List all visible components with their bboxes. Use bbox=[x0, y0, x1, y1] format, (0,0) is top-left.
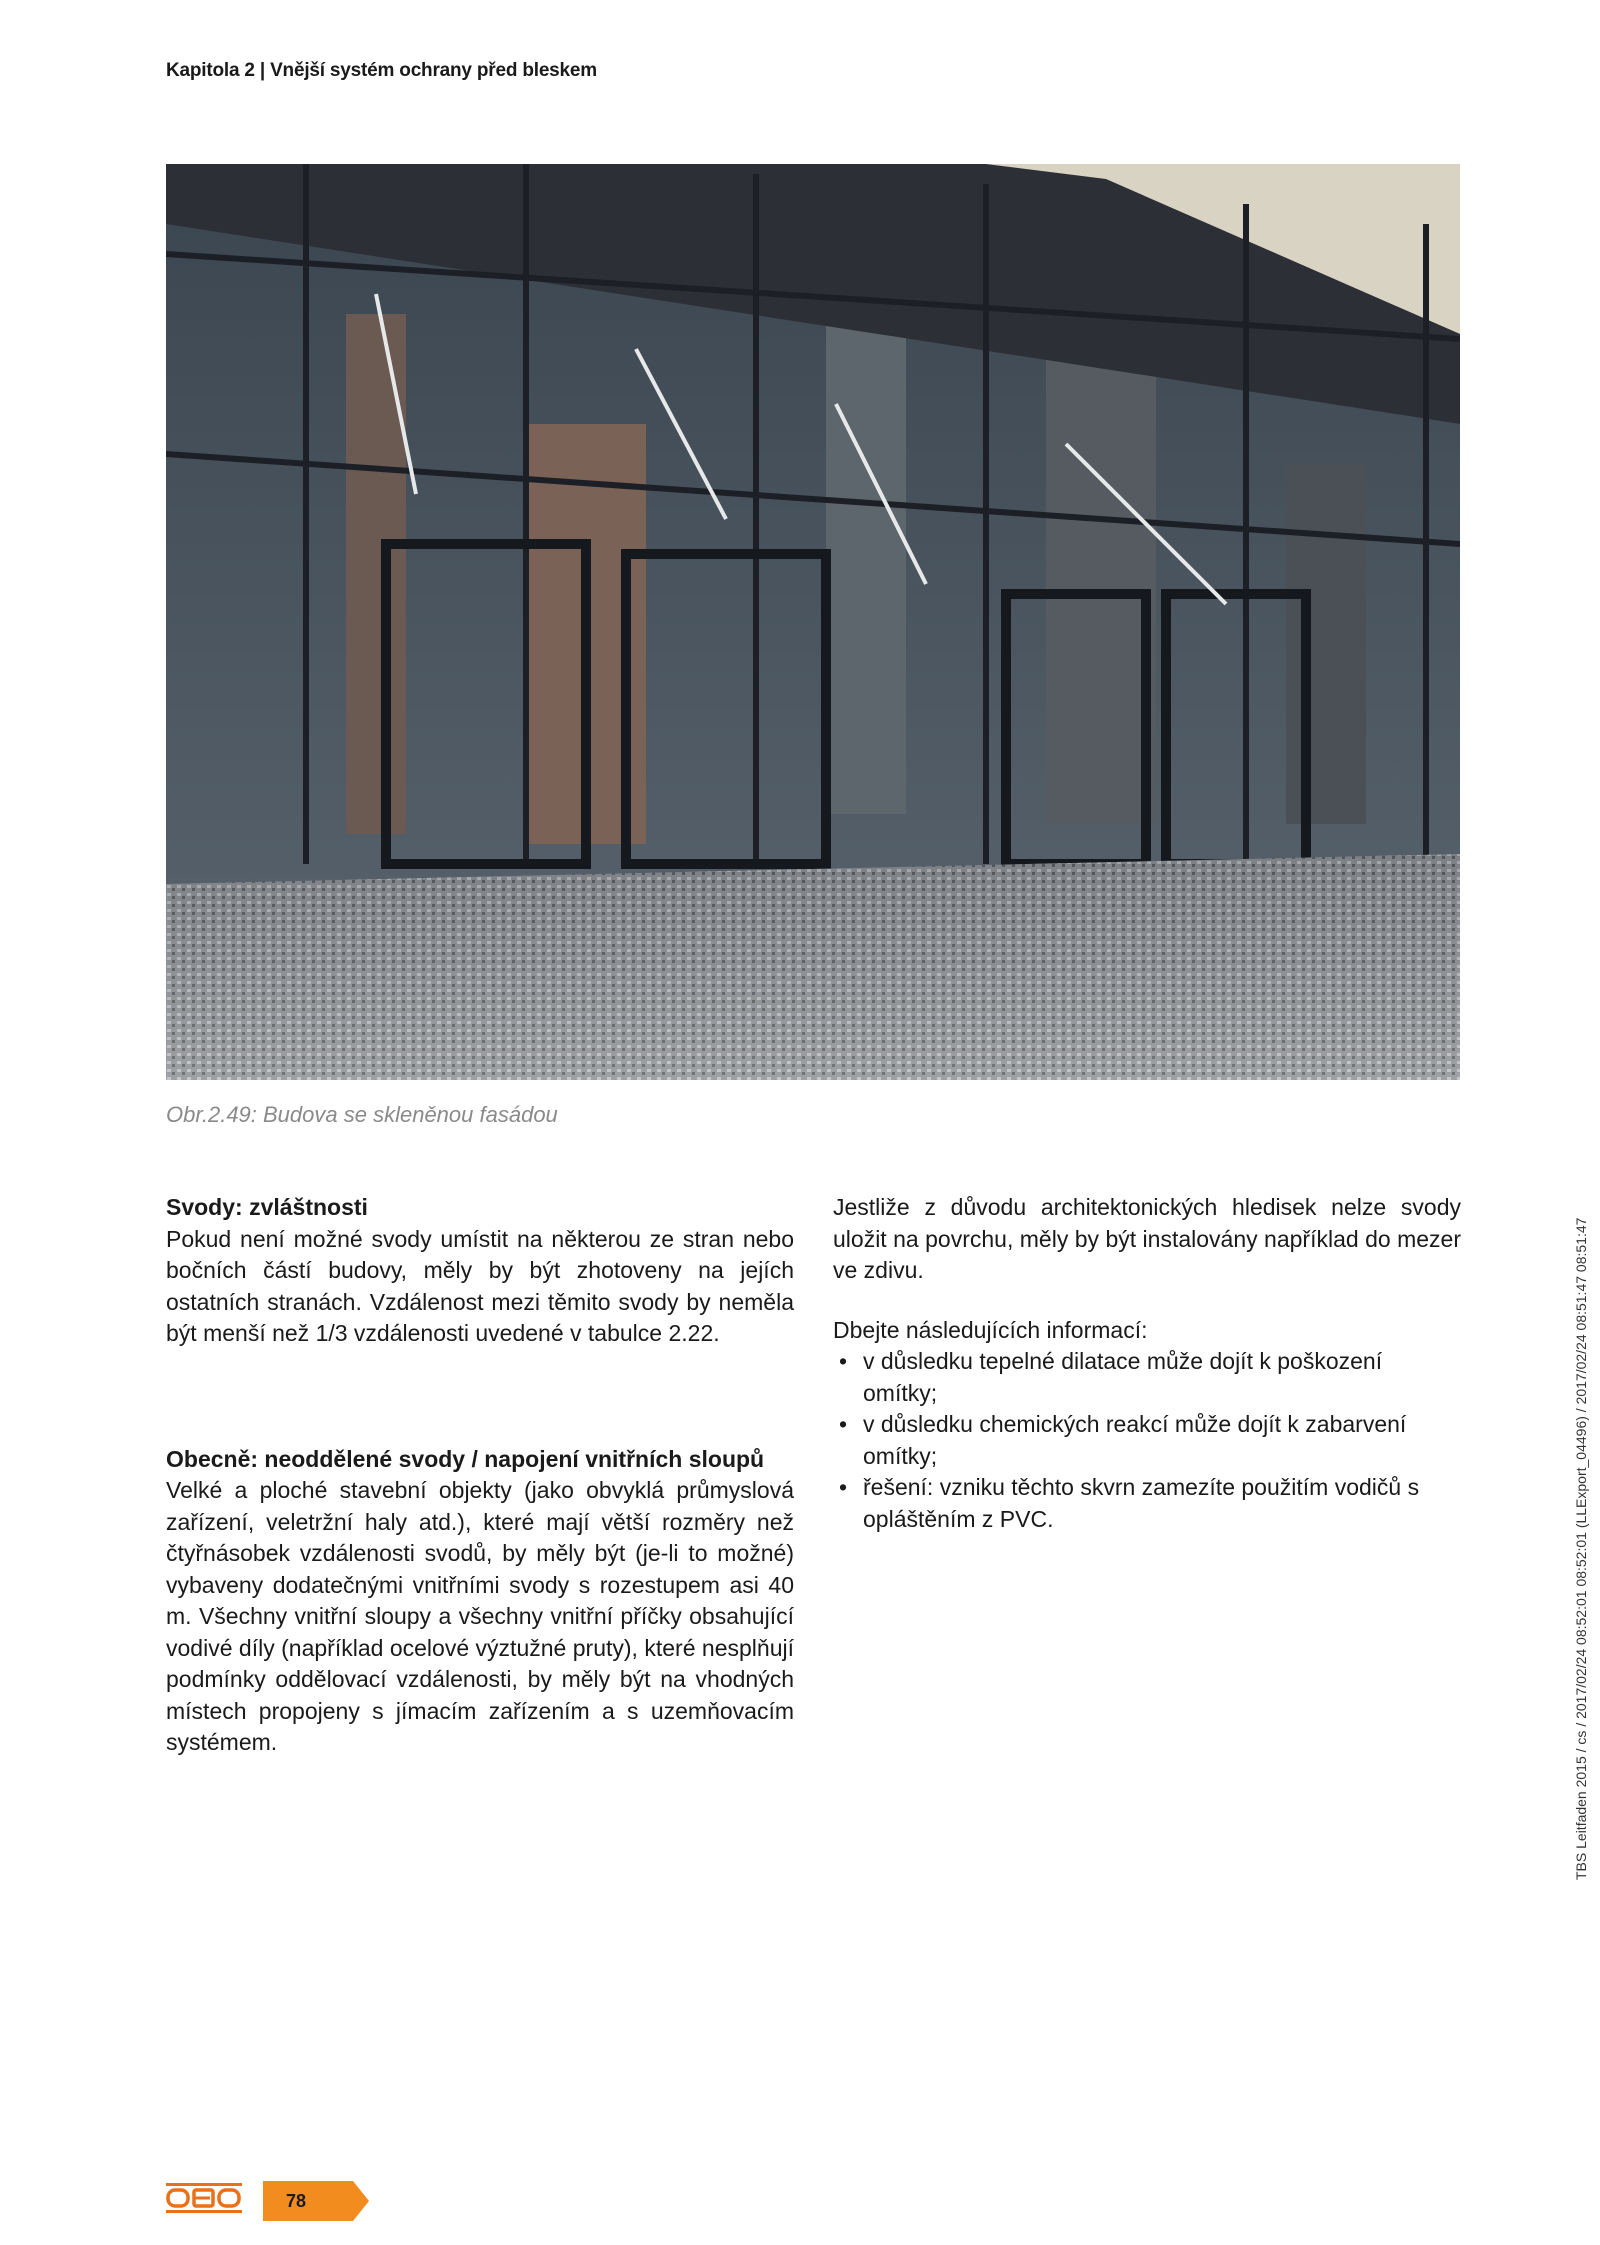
list-item: • řešení: vzniku těchto skvrn zamezíte použitím vodičů s opláštěním z PVC. bbox=[833, 1472, 1461, 1535]
intro-paragraph: Jestliže z důvodu architektonických hledisek nelze svody uložit na povrchu, měly by být instalovány například do mezer ve zdivu. bbox=[833, 1194, 1461, 1283]
chapter-header: Kapitola 2 | Vnější systém ochrany před bleskem bbox=[166, 60, 597, 81]
figure-caption: Obr.2.49: Budova se skleněnou fasádou bbox=[166, 1102, 558, 1127]
glass-facade-photo bbox=[166, 164, 1460, 1080]
obo-logo bbox=[166, 2183, 242, 2218]
document-metadata-sidebar: TBS Leitfaden 2015 / cs / 2017/02/24 08:52:01 08:52:01 (LLExport_04496) / 2017/02/24 08:51:47 08:51:47 bbox=[1573, 1217, 1589, 1880]
section-heading: Obecně: neoddělené svody / napojení vnitřních sloupů bbox=[166, 1445, 765, 1472]
list-item: • v důsledku tepelné dilatace může dojít k poškození omítky; bbox=[833, 1346, 1461, 1409]
section-heading: Svody: zvláštnosti bbox=[166, 1194, 368, 1220]
page-number-tab bbox=[263, 2181, 369, 2221]
section-paragraph: Pokud není možné svody umístit na některou ze stran nebo bočních částí budovy, měly by být zhotoveny na jejích ostatních stranách. Vzdálenost mezi těmito svody by neměla být menší než 1/3 vzdálenosti uvedené v tabulce 2.22. bbox=[166, 1225, 794, 1346]
left-column bbox=[166, 1192, 794, 1759]
section-paragraph: Velké a ploché stavební objekty (jako obvyklá průmyslová zařízení, veletržní haly atd.), které mají větší rozměry než čtyřnásobek vzdálenosti svodů, by měly být (je-li to možné) vybaveny dodatečnými vnitřními svody s rozestupem asi 40 m. Všechny vnitřní sloupy a všechny vnitřní příčky obsahující vodivé díly (například ocelové výztužné pruty), které nesplňují podmínky oddělovací vzdálenosti, by měly být na vhodných místech propojeny s jímacím zařízením a s uzemňovacím systémem. bbox=[166, 1477, 794, 1755]
bullet-list bbox=[833, 1346, 1461, 1535]
list-title: Dbejte následujících informací: bbox=[833, 1316, 1148, 1343]
list-item: • v důsledku chemických reakcí může dojít k zabarvení omítky; bbox=[833, 1409, 1461, 1472]
right-column bbox=[833, 1192, 1461, 1535]
page-number: 78 bbox=[286, 2191, 307, 2211]
